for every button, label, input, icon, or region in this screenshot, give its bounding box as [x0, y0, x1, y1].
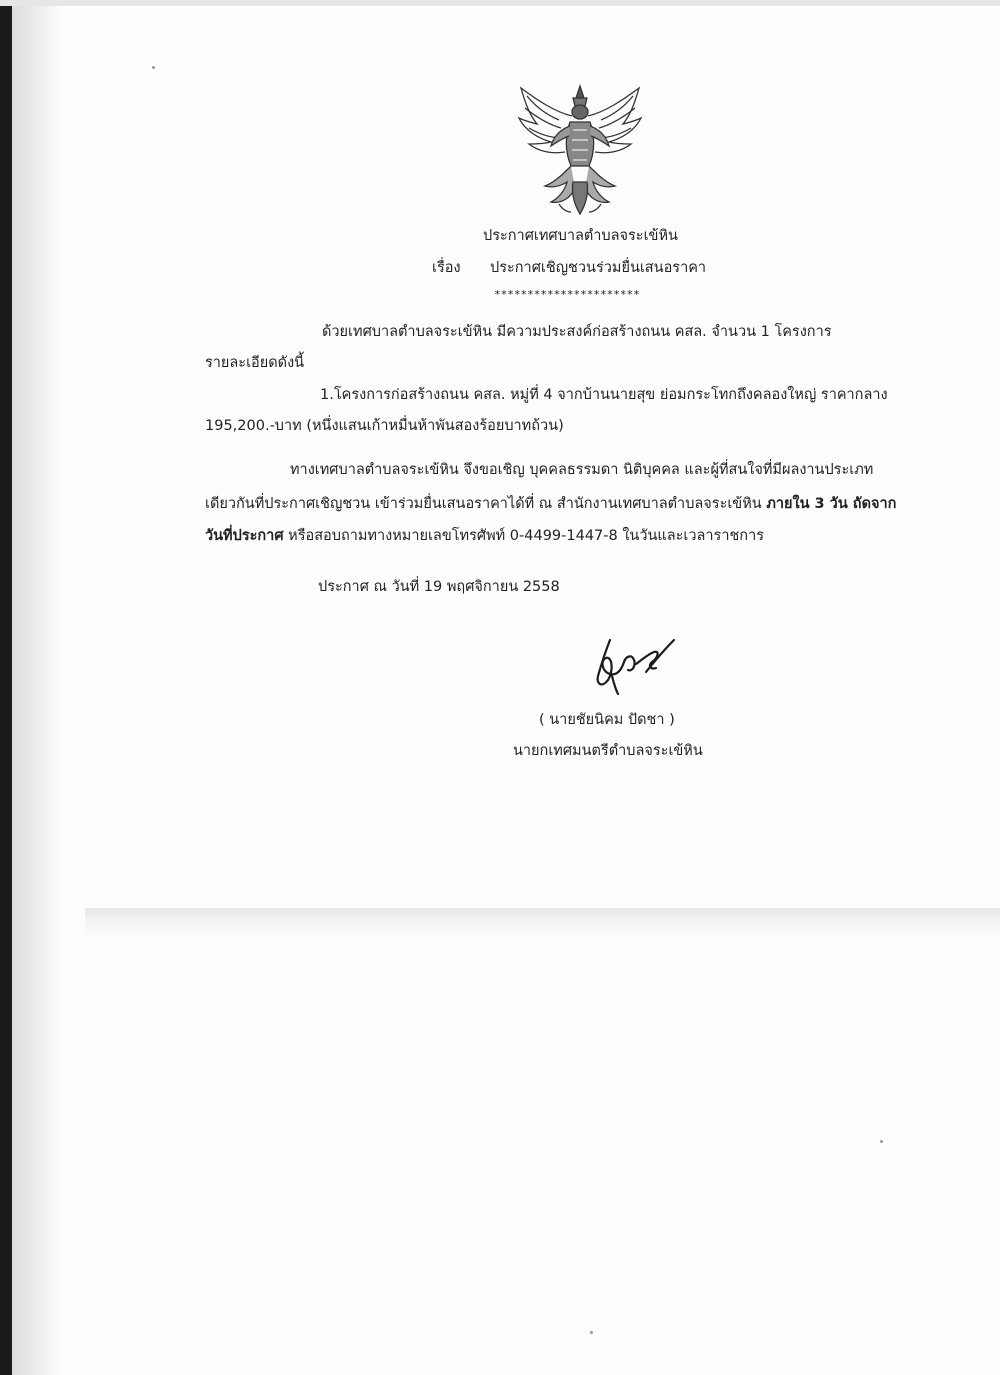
- invitation-paragraph-line1: ทางเทศบาลตำบลจระเข้หิน จึงขอเชิญ บุคคลธรรมดา นิติบุคคล และผู้ที่สนใจที่มีผลงานประเภท: [290, 462, 874, 478]
- intro-paragraph-line1: ด้วยเทศบาลตำบลจระเข้หิน มีความประสงค์ก่อสร้างถนน คสล. จำนวน 1 โครงการ: [322, 324, 832, 340]
- scan-border-top: [0, 0, 1000, 6]
- title-separator: **********************: [494, 288, 640, 301]
- signatory-name: ( นายชัยนิคม ปัดชา ): [539, 712, 675, 728]
- scan-border-dark: [0, 0, 12, 1375]
- invitation-paragraph-line3: [205, 526, 764, 546]
- scan-speck: [880, 1140, 883, 1143]
- subject-title: ประกาศเชิญชวนร่วมยื่นเสนอราคา: [490, 260, 707, 276]
- scan-speck: [590, 1331, 593, 1334]
- deadline-emphasis: ภายใน 3 วัน ถัดจาก: [766, 496, 897, 512]
- issuer-title: ประกาศเทศบาลตำบลจระเข้หิน: [483, 228, 678, 244]
- scan-border-shadow: [12, 0, 62, 1375]
- handwritten-signature-icon: [588, 632, 678, 702]
- announcement-date: ประกาศ ณ วันที่ 19 พฤศจิกายน 2558: [318, 579, 560, 595]
- garuda-emblem-icon: [515, 82, 645, 217]
- project-item-line1: 1.โครงการก่อสร้างถนน คสล. หมู่ที่ 4 จากบ้านนายสุข ย่อมกระโทกถึงคลองใหญ่ ราคากลาง: [320, 387, 888, 403]
- intro-paragraph-line2: รายละเอียดดังนี้: [205, 355, 305, 371]
- invitation-paragraph-line2: [205, 494, 896, 514]
- announcement-date-emphasis: วันที่ประกาศ: [205, 528, 284, 544]
- project-item-line2: 195,200.-บาท (หนึ่งแสนเก้าหมื่นห้าพันสองร้อยบาทถ้วน): [205, 418, 564, 434]
- subject-label: เรื่อง: [432, 260, 461, 276]
- scan-speck: [152, 66, 155, 69]
- signatory-position: นายกเทศมนตรีตำบลจระเข้หิน: [513, 743, 703, 759]
- invitation-text: เดียวกันที่ประกาศเชิญชวน เข้าร่วมยื่นเสนอราคาได้ที่ ณ สำนักงานเทศบาลตำบลจระเข้หิน: [205, 496, 767, 512]
- contact-text: หรือสอบถามทางหมายเลขโทรศัพท์ 0-4499-1447-8 ในวันและเวลาราชการ: [283, 528, 765, 544]
- scan-fold-shadow: [85, 908, 1000, 938]
